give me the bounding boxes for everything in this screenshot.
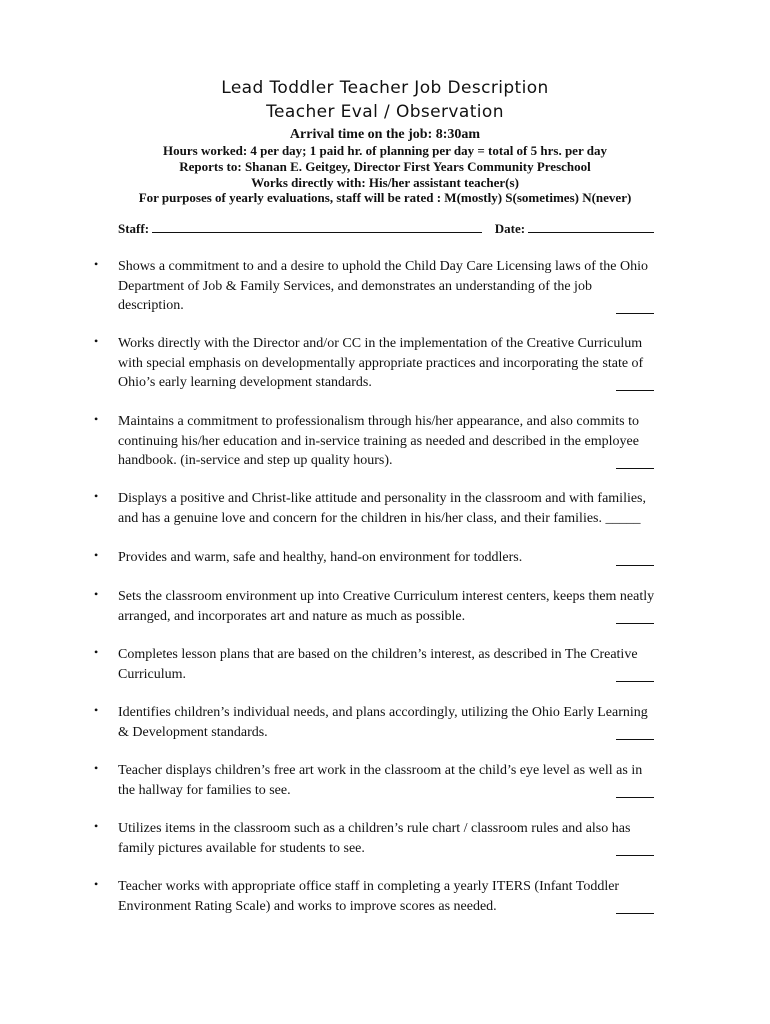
criteria-line: Environment Rating Scale) and works to improve scores as needed. bbox=[118, 898, 497, 914]
criteria-text bbox=[118, 761, 703, 800]
bullet-icon: • bbox=[94, 877, 99, 891]
rating-blank[interactable] bbox=[616, 390, 654, 391]
criteria-line: Sets the classroom environment up into Creative Curriculum interest centers, keeps them neatly bbox=[118, 589, 655, 604]
criteria-line: description. bbox=[118, 298, 184, 313]
rating-blank[interactable] bbox=[616, 565, 654, 566]
criteria-text bbox=[118, 489, 703, 528]
criteria-line: Shows a commitment to and a desire to uphold the Child Day Care Licensing laws of the Ohio bbox=[118, 259, 648, 274]
criteria-line: arranged, and incorporates art and nature as much as possible. bbox=[118, 608, 466, 624]
criteria-line: continuing his/her education and in-service training as needed and described in the employee bbox=[118, 433, 639, 449]
rating-blank[interactable] bbox=[616, 313, 654, 314]
criteria-line: Displays a positive and Christ-like attitude and personality in the classroom and with families, bbox=[118, 491, 647, 506]
staff-date-line bbox=[118, 220, 654, 237]
bullet-icon: • bbox=[94, 587, 99, 601]
bullet-icon: • bbox=[94, 548, 99, 562]
bullet-icon: • bbox=[94, 761, 99, 775]
staff-label: Staff: bbox=[118, 221, 150, 236]
page-title: Lead Toddler Teacher Job Description bbox=[221, 78, 549, 98]
criteria-line: Utilizes items in the classroom such as a children’s rule chart / classroom rules and also has bbox=[118, 821, 631, 836]
criteria-line: Teacher displays children’s free art work in the classroom at the child’s eye level as well as in bbox=[118, 763, 643, 778]
criteria-line: with special emphasis on developmentally appropriate practices and incorporating the state of bbox=[118, 355, 644, 371]
reports-to: Reports to: Shanan E. Geitgey, Director First Years Community Preschool bbox=[179, 159, 591, 174]
criteria-line: Provides and warm, safe and healthy, hand-on environment for toddlers. bbox=[118, 550, 523, 565]
criteria-line: Teacher works with appropriate office staff in completing a yearly ITERS (Infant Toddler bbox=[118, 879, 620, 894]
bullet-icon: • bbox=[94, 257, 99, 271]
criteria-line: Works directly with the Director and/or CC in the implementation of the Creative Curriculum bbox=[118, 336, 643, 351]
criteria-line: Curriculum. bbox=[118, 666, 187, 682]
criteria-line: Completes lesson plans that are based on the children’s interest, as described in The Creative bbox=[118, 647, 638, 662]
rating-scale-note: For purposes of yearly evaluations, staff will be rated : M(mostly) S(sometimes) N(never) bbox=[138, 190, 632, 205]
hours-worked: Hours worked: 4 per day; 1 paid hr. of planning per day = total of 5 hrs. per day bbox=[163, 143, 607, 158]
rating-blank[interactable] bbox=[616, 623, 654, 624]
rating-blank[interactable] bbox=[616, 681, 654, 682]
criteria-line: Maintains a commitment to professionalism through his/her appearance, and also commits to bbox=[118, 414, 639, 429]
criteria-line: Identifies children’s individual needs, and plans accordingly, utilizing the Ohio Early Learning bbox=[118, 705, 648, 720]
criteria-text bbox=[118, 412, 703, 471]
date-field[interactable] bbox=[528, 220, 654, 233]
arrival-time: Arrival time on the job: 8:30am bbox=[289, 127, 481, 142]
criteria-text bbox=[118, 877, 703, 916]
date-label: Date: bbox=[494, 221, 526, 236]
staff-field[interactable] bbox=[152, 220, 482, 233]
criteria-line: and has a genuine love and concern for the children in his/her class, and their families. _____ bbox=[118, 510, 641, 526]
criteria-text bbox=[118, 334, 703, 393]
rating-blank[interactable] bbox=[616, 739, 654, 740]
criteria-line: & Development standards. bbox=[118, 724, 268, 740]
bullet-icon: • bbox=[94, 819, 99, 833]
rating-blank[interactable] bbox=[616, 913, 654, 914]
criteria-line: family pictures available for students to see. bbox=[118, 840, 365, 856]
bullet-icon: • bbox=[94, 412, 99, 426]
rating-blank[interactable] bbox=[616, 468, 654, 469]
bullet-icon: • bbox=[94, 334, 99, 348]
criteria-text bbox=[118, 645, 703, 684]
rating-blank[interactable] bbox=[616, 855, 654, 856]
criteria-line: the hallway for families to see. bbox=[118, 782, 291, 798]
works-with: Works directly with: His/her assistant teacher(s) bbox=[251, 175, 519, 190]
page-subtitle: Teacher Eval / Observation bbox=[266, 102, 504, 122]
criteria-line: handbook. (in-service and step up quality hours). bbox=[118, 453, 393, 468]
criteria-text bbox=[118, 257, 703, 316]
bullet-icon: • bbox=[94, 645, 99, 659]
bullet-icon: • bbox=[94, 703, 99, 717]
rating-blank[interactable] bbox=[616, 797, 654, 798]
bullet-icon: • bbox=[94, 489, 99, 503]
criteria-line: Ohio’s early learning development standards. bbox=[118, 375, 372, 390]
criteria-line: Department of Job & Family Services, and demonstrates an understanding of the job bbox=[118, 278, 592, 294]
criteria-text bbox=[118, 819, 703, 858]
criteria-text bbox=[118, 703, 703, 742]
criteria-text bbox=[118, 587, 703, 626]
